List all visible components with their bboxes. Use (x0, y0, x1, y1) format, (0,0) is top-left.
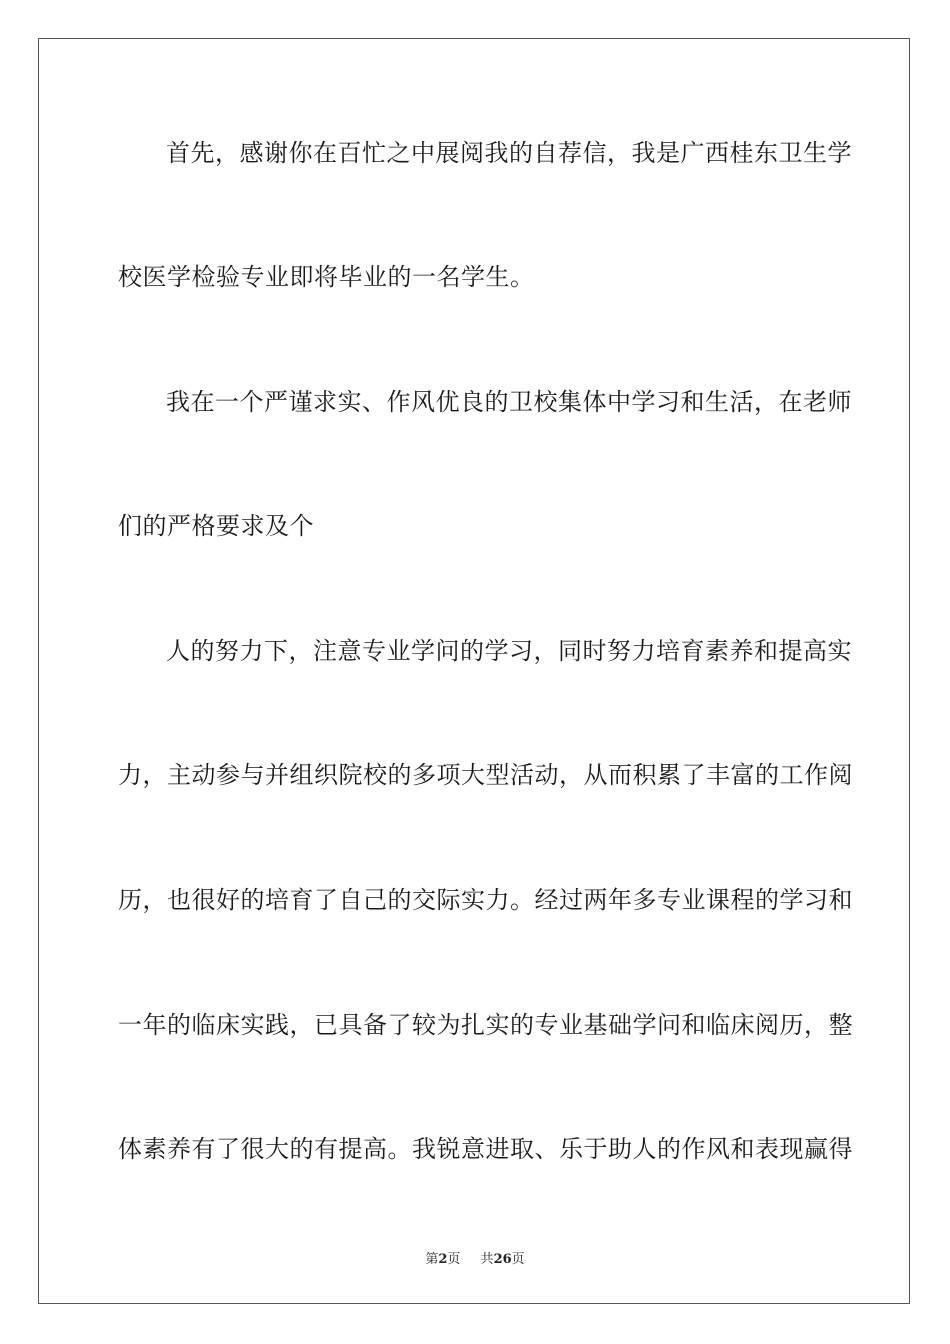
total-suffix: 页 (511, 1252, 525, 1267)
paragraph-line: 校医学检验专业即将毕业的一名学生。 (118, 263, 535, 291)
total-pages: 26 (493, 1252, 512, 1267)
paragraph-line: 首先，感谢你在百忙之中展阅我的自荐信，我是广西桂东卫生学 (166, 139, 852, 167)
paragraph-line: 体素养有了很大的有提高。我锐意进取、乐于助人的作风和表现赢得 (118, 1135, 853, 1163)
page-border (38, 38, 910, 1304)
page-number: 2 (438, 1252, 448, 1267)
page-suffix: 页 (447, 1252, 461, 1267)
page-footer (0, 1248, 950, 1267)
total-prefix: 共 (480, 1252, 494, 1267)
paragraph-line: 一年的临床实践，已具备了较为扎实的专业基础学问和临床阅历，整 (118, 1011, 853, 1039)
page-prefix: 第 (425, 1252, 439, 1267)
page-indicator (425, 1252, 460, 1267)
paragraph-line: 人的努力下，注意专业学问的学习，同时努力培育素养和提高实 (166, 637, 852, 665)
paragraph-line: 历，也很好的培育了自己的交际实力。经过两年多专业课程的学习和 (118, 886, 853, 914)
paragraph-line: 们的严格要求及个 (118, 512, 314, 540)
paragraph-line: 力，主动参与并组织院校的多项大型活动，从而积累了丰富的工作阅 (118, 761, 853, 789)
total-pages-indicator (481, 1252, 525, 1267)
paragraph-line: 我在一个严谨求实、作风优良的卫校集体中学习和生活，在老师 (166, 388, 852, 416)
